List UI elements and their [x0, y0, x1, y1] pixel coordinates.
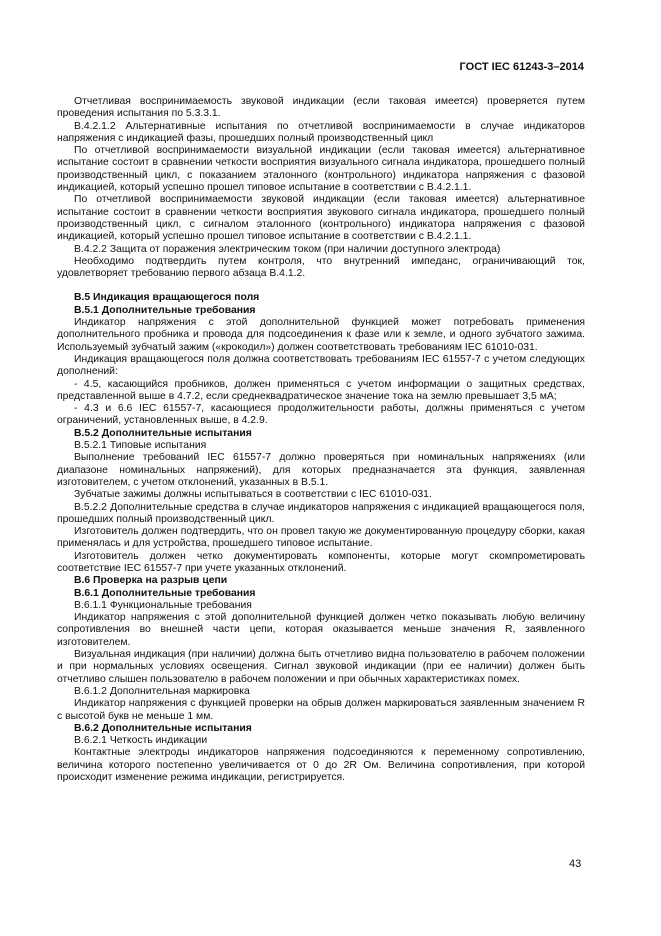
section-heading: В.5.1 Дополнительные требования [74, 304, 256, 316]
page-body [57, 96, 585, 784]
paragraph: Контактные электроды индикаторов напряжения подсоединяются к переменному сопротивлению, величина которого постепенно увеличивается от 0 до 2R Ом. Величина сопротивления, при которой происходит изменение режима индикации, регистрируется. [57, 747, 585, 784]
list-item: - 4.3 и 6.6 IEC 61557-7, касающиеся продолжительности работы, должны применяться с учетом ограничений, установленных выше, в 4.2.9. [57, 403, 585, 427]
subsection-heading: В.6.1.1 Функциональные требования [74, 599, 252, 611]
section-heading: В.6.1 Дополнительные требования [74, 587, 256, 599]
subsection-heading: В.5.2.1 Типовые испытания [74, 440, 207, 452]
subsection-heading: В.6.1.2 Дополнительная маркировка [74, 685, 250, 697]
paragraph: Изготовитель должен подтвердить, что он провел такую же документированную процедуру сборки, какая применялась и для устройства, прошедшего типовое испытание. [57, 526, 585, 550]
paragraph: Необходимо подтвердить путем контроля, что внутренний импеданс, ограничивающий ток, удовлетворяет требованию первого абзаца В.4.1.2. [57, 255, 585, 280]
paragraph: Индикатор напряжения с этой дополнительной функцией может потребовать применения дополнительного пробника и провода для подсоединения к фазе или к земле, и одного зубчатого зажима. Используемый зубчатый зажим («крокодил») должен соответствовать требованиям IEC 61010-031. [57, 317, 585, 353]
subsection-heading: В.6.2.1 Четкость индикации [74, 735, 208, 747]
subsection-heading: В.5.2.2 Дополнительные средства в случае индикаторов напряжения с индикацией вращающегося поля, прошедших полный производственный цикл. [57, 501, 585, 525]
paragraph: Визуальная индикация (при наличии) должна быть отчетливо видна пользователю в рабочем положении и при нормальных условиях освещения. Сигнал звуковой индикации (при ее наличии) должен быть отчетливо слышен пользователю в рабочем положении и при обычных характеристиках помех. [57, 649, 585, 685]
section-heading: В.6.2 Дополнительные испытания [74, 722, 252, 734]
subsection-heading: В.4.2.2 Защита от поражения электрическим током (при наличии доступного электрода) [74, 243, 501, 255]
paragraph: Индикатор напряжения с функцией проверки на обрыв должен маркироваться заявленным значением R с высотой букв не меньше 1 мм. [57, 698, 585, 722]
paragraph: По отчетливой воспринимаемости звуковой индикации (если таковая имеется) альтернативное испытание состоит в сравнении четкости восприятия звукового сигнала индикатора, прошедшего полный производственный цикл, с сигналом эталонного (контрольного) индикатора напряжения с фазовой индикацией, который успешно прошел типовое испытание в соответствии с В.4.2.1.1. [57, 194, 585, 243]
section-gap [57, 280, 585, 292]
paragraph: Индикация вращающегося поля должна соответствовать требованиям IEC 61557-7 с учетом следующих дополнений: [57, 353, 585, 378]
paragraph: Изготовитель должен четко документировать компоненты, которые могут скомпрометировать соответствие IEC 61557-7 при учете указанных отклонений. [57, 550, 585, 574]
section-heading: В.5 Индикация вращающегося поля [74, 292, 260, 304]
page-number: 43 [569, 858, 582, 870]
paragraph: Индикатор напряжения с этой дополнительной функцией должен четко показывать любую величину сопротивления во внешней части цепи, которая оказывается меньше значения R, заявленного изготовителем. [57, 612, 585, 648]
paragraph: Зубчатые зажимы должны испытываться в соответствии с IEC 61010-031. [74, 489, 432, 501]
document-header: ГОСТ IEC 61243-3–2014 [459, 61, 584, 73]
section-heading: В.6 Проверка на разрыв цепи [74, 575, 228, 587]
section-heading: В.5.2 Дополнительные испытания [74, 427, 252, 439]
subsection-heading: В.4.2.1.2 Альтернативные испытания по отчетливой воспринимаемости в случае индикаторов напряжения с индикацией фазы, прошедших полный производственный цикл [57, 120, 585, 144]
paragraph: По отчетливой воспринимаемости визуальной индикации (если таковая имеется) альтернативное испытание состоит в сравнении четкости восприятия визуального сигнала индикатора, прошедшего полный производственный цикл, с показанием эталонного (контрольного) индикатора напряжения с фазовой индикацией, который успешно прошел типовое испытание в соответствии с В.4.2.1.1. [57, 145, 585, 194]
list-item: - 4.5, касающийся пробников, должен применяться с учетом информации о защитных средствах, представленной выше в 4.7.2, если среднеквадратическое значение тока на землю превышает 3,5 мА; [57, 378, 585, 402]
paragraph: Отчетливая воспринимаемость звуковой индикации (если таковая имеется) проверяется путем проведения испытания по 5.3.3.1. [57, 96, 585, 120]
paragraph: Выполнение требований IEC 61557-7 должно проверяться при номинальных напряжениях (или диапазоне номинальных напряжений), для которых предназначается эта функция, заявленная изготовителем, с учетом отклонений, указанных в В.5.1. [57, 452, 585, 488]
